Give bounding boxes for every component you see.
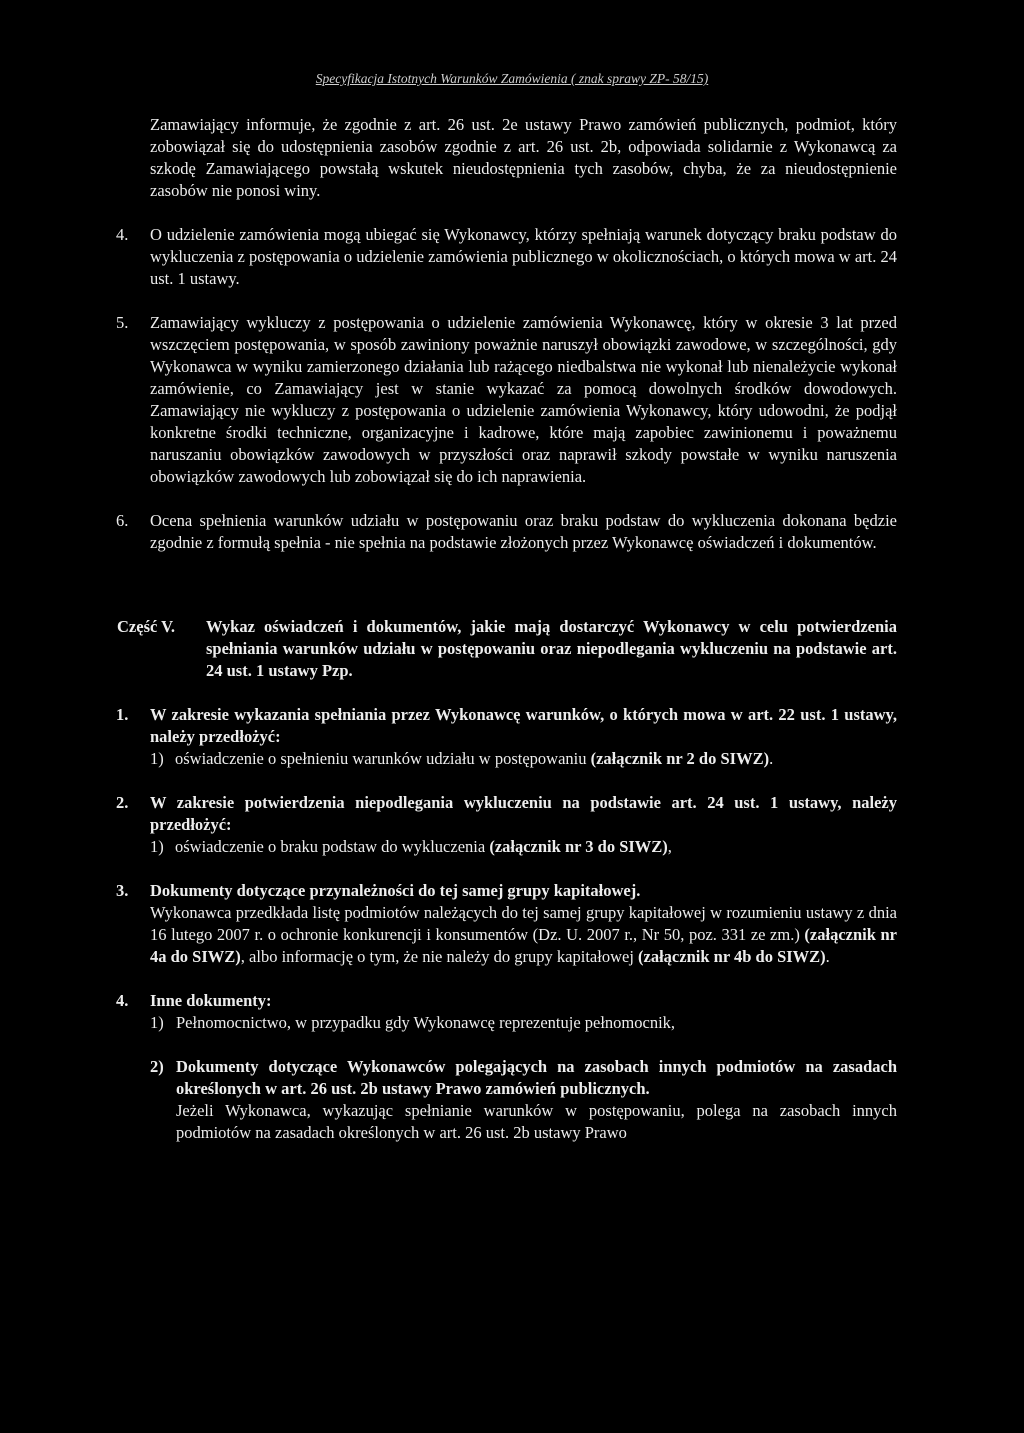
attachment-ref: (załącznik nr 3 do SIWZ) xyxy=(489,837,668,856)
item-number: 1. xyxy=(116,705,129,724)
sub-item-text: Jeżeli Wykonawca, wykazując spełnianie warunków w postępowaniu, polega na zasobach innych podmiotów na zasadach określonych w art. 26 ust. 2b ustawy Prawo xyxy=(176,1101,897,1142)
item-title: W zakresie potwierdzenia niepodlegania wykluczeniu na podstawie art. 24 ust. 1 ustawy, należy przedłożyć: xyxy=(150,793,897,834)
sub-item-title: Dokumenty dotyczące Wykonawców polegających na zasobach innych podmiotów na zasadach określonych w art. 26 ust. 2b ustawy Prawo zamówień publicznych. xyxy=(176,1057,897,1098)
punctuation: . xyxy=(825,947,830,966)
sub-item-number: 1) xyxy=(150,1013,164,1032)
attachment-ref: (załącznik nr 4b do SIWZ) xyxy=(638,947,826,966)
attachment-ref: (załącznik nr 4a do SIWZ) xyxy=(150,925,897,966)
paragraph-text: Zamawiający wykluczy z postępowania o udzielenie zamówienia Wykonawcę, który w okresie 3 lat przed wszczęciem postępowania, w sposób zawiniony poważnie naruszył obowiązki zawodowe, w szczególności, gdy Wykonawca w wyniku zamierzonego działania lub rażącego niedbalstwa nie wykonał lub nienależycie wykonał zamówienie, co Zamawiający jest w stanie wykazać za pomocą dowolnych środków dowodowych. Zamawiający nie wykluczy z postępowania o udzielenie zamówienia Wykonawcy, który udowodni, że podjął konkretne środki techniczne, organizacyjne i kadrowe, które mają zapobiec zawinionemu i poważnemu naruszaniu obowiązków zawodowych w przyszłości oraz naprawił szkody powstałe w wyniku naruszenia obowiązków zawodowych lub zobowiązał się do ich naprawienia. xyxy=(150,313,897,486)
list-item-4 xyxy=(116,990,897,1144)
section-heading xyxy=(117,616,897,682)
sub-item-1 xyxy=(150,1012,897,1034)
sub-item-number: 1) xyxy=(150,749,164,768)
intro-paragraph: Zamawiający informuje, że zgodnie z art. 26 ust. 2e ustawy Prawo zamówień publicznych, podmiot, który zobowiązał się do udostępnienia zasobów zgodnie z art. 26 ust. 2b, odpowiada solidarnie z Wykonawcą za szkodę Zamawiającego powstałą wskutek nieudostępnienia tych zasobów, chyba, że za nieudostępnienie zasobów nie ponosi winy. xyxy=(150,115,897,200)
item-number: 3. xyxy=(116,881,129,900)
punctuation: , xyxy=(667,837,672,856)
list-item-3 xyxy=(116,880,897,968)
item-text-part: , albo informację o tym, że nie należy do grupy kapitałowej xyxy=(240,947,634,966)
attachment-ref: (załącznik nr 2 do SIWZ) xyxy=(590,749,770,768)
item-number: 4. xyxy=(116,991,129,1010)
item-title: W zakresie wykazania spełniania przez Wykonawcę warunków, o których mowa w art. 22 ust. 1 ustawy, należy przedłożyć: xyxy=(150,705,897,746)
section-label: Część V. xyxy=(117,617,176,636)
sub-item-2 xyxy=(150,1056,897,1144)
sub-item-text: oświadczenie o braku podstaw do wykluczenia xyxy=(175,837,486,856)
section-title: Wykaz oświadczeń i dokumentów, jakie mają dostarczyć Wykonawcy w celu potwierdzenia spełniania warunków udziału w postępowaniu oraz niepodlegania wykluczeniu na podstawie art. 24 ust. 1 ustawy Pzp. xyxy=(206,617,897,680)
paragraph-6 xyxy=(116,510,897,554)
paragraph-4 xyxy=(116,224,897,290)
sub-item-text: oświadczenie o spełnieniu warunków udziału w postępowaniu xyxy=(175,749,587,768)
sub-item-number: 2) xyxy=(150,1057,164,1076)
list-item-2 xyxy=(116,792,897,858)
paragraph-text: O udzielenie zamówienia mogą ubiegać się Wykonawcy, którzy spełniają warunek dotyczący braku podstaw do wykluczenia z postępowania o udzielenie zamówienia publicznego w okolicznościach, o których mowa w art. 24 ust. 1 ustawy. xyxy=(150,225,897,288)
document-header: Specyfikacja Istotnych Warunków Zamówienia ( znak sprawy ZP- 58/15) xyxy=(315,71,709,86)
item-number: 2. xyxy=(116,793,129,812)
sub-item xyxy=(150,748,897,770)
list-item-1 xyxy=(116,704,897,770)
item-text xyxy=(150,902,897,968)
item-text-part: Wykonawca przedkłada listę podmiotów należących do tej samej grupy kapitałowej w rozumieniu ustawy z dnia 16 lutego 2007 r. o ochronie konkurencji i konsumentów (Dz. U. 2007 r., Nr 50, poz. 331 ze zm.) xyxy=(150,903,897,944)
item-title: Inne dokumenty: xyxy=(150,991,272,1010)
document-body xyxy=(116,114,897,1144)
item-title: Dokumenty dotyczące przynależności do tej samej grupy kapitałowej. xyxy=(150,881,641,900)
sub-item-number: 1) xyxy=(150,837,164,856)
paragraph-number: 4. xyxy=(116,225,129,244)
paragraph-text: Ocena spełnienia warunków udziału w postępowaniu oraz braku podstaw do wykluczenia dokonana będzie zgodnie z formułą spełnia - nie spełnia na podstawie złożonych przez Wykonawcę oświadczeń i dokumentów. xyxy=(150,511,897,552)
sub-item xyxy=(150,836,897,858)
punctuation: . xyxy=(769,749,774,768)
paragraph-number: 5. xyxy=(116,313,129,332)
paragraph-number: 6. xyxy=(116,511,129,530)
sub-item-text: Pełnomocnictwo, w przypadku gdy Wykonawcę reprezentuje pełnomocnik, xyxy=(176,1013,676,1032)
paragraph-5 xyxy=(116,312,897,488)
